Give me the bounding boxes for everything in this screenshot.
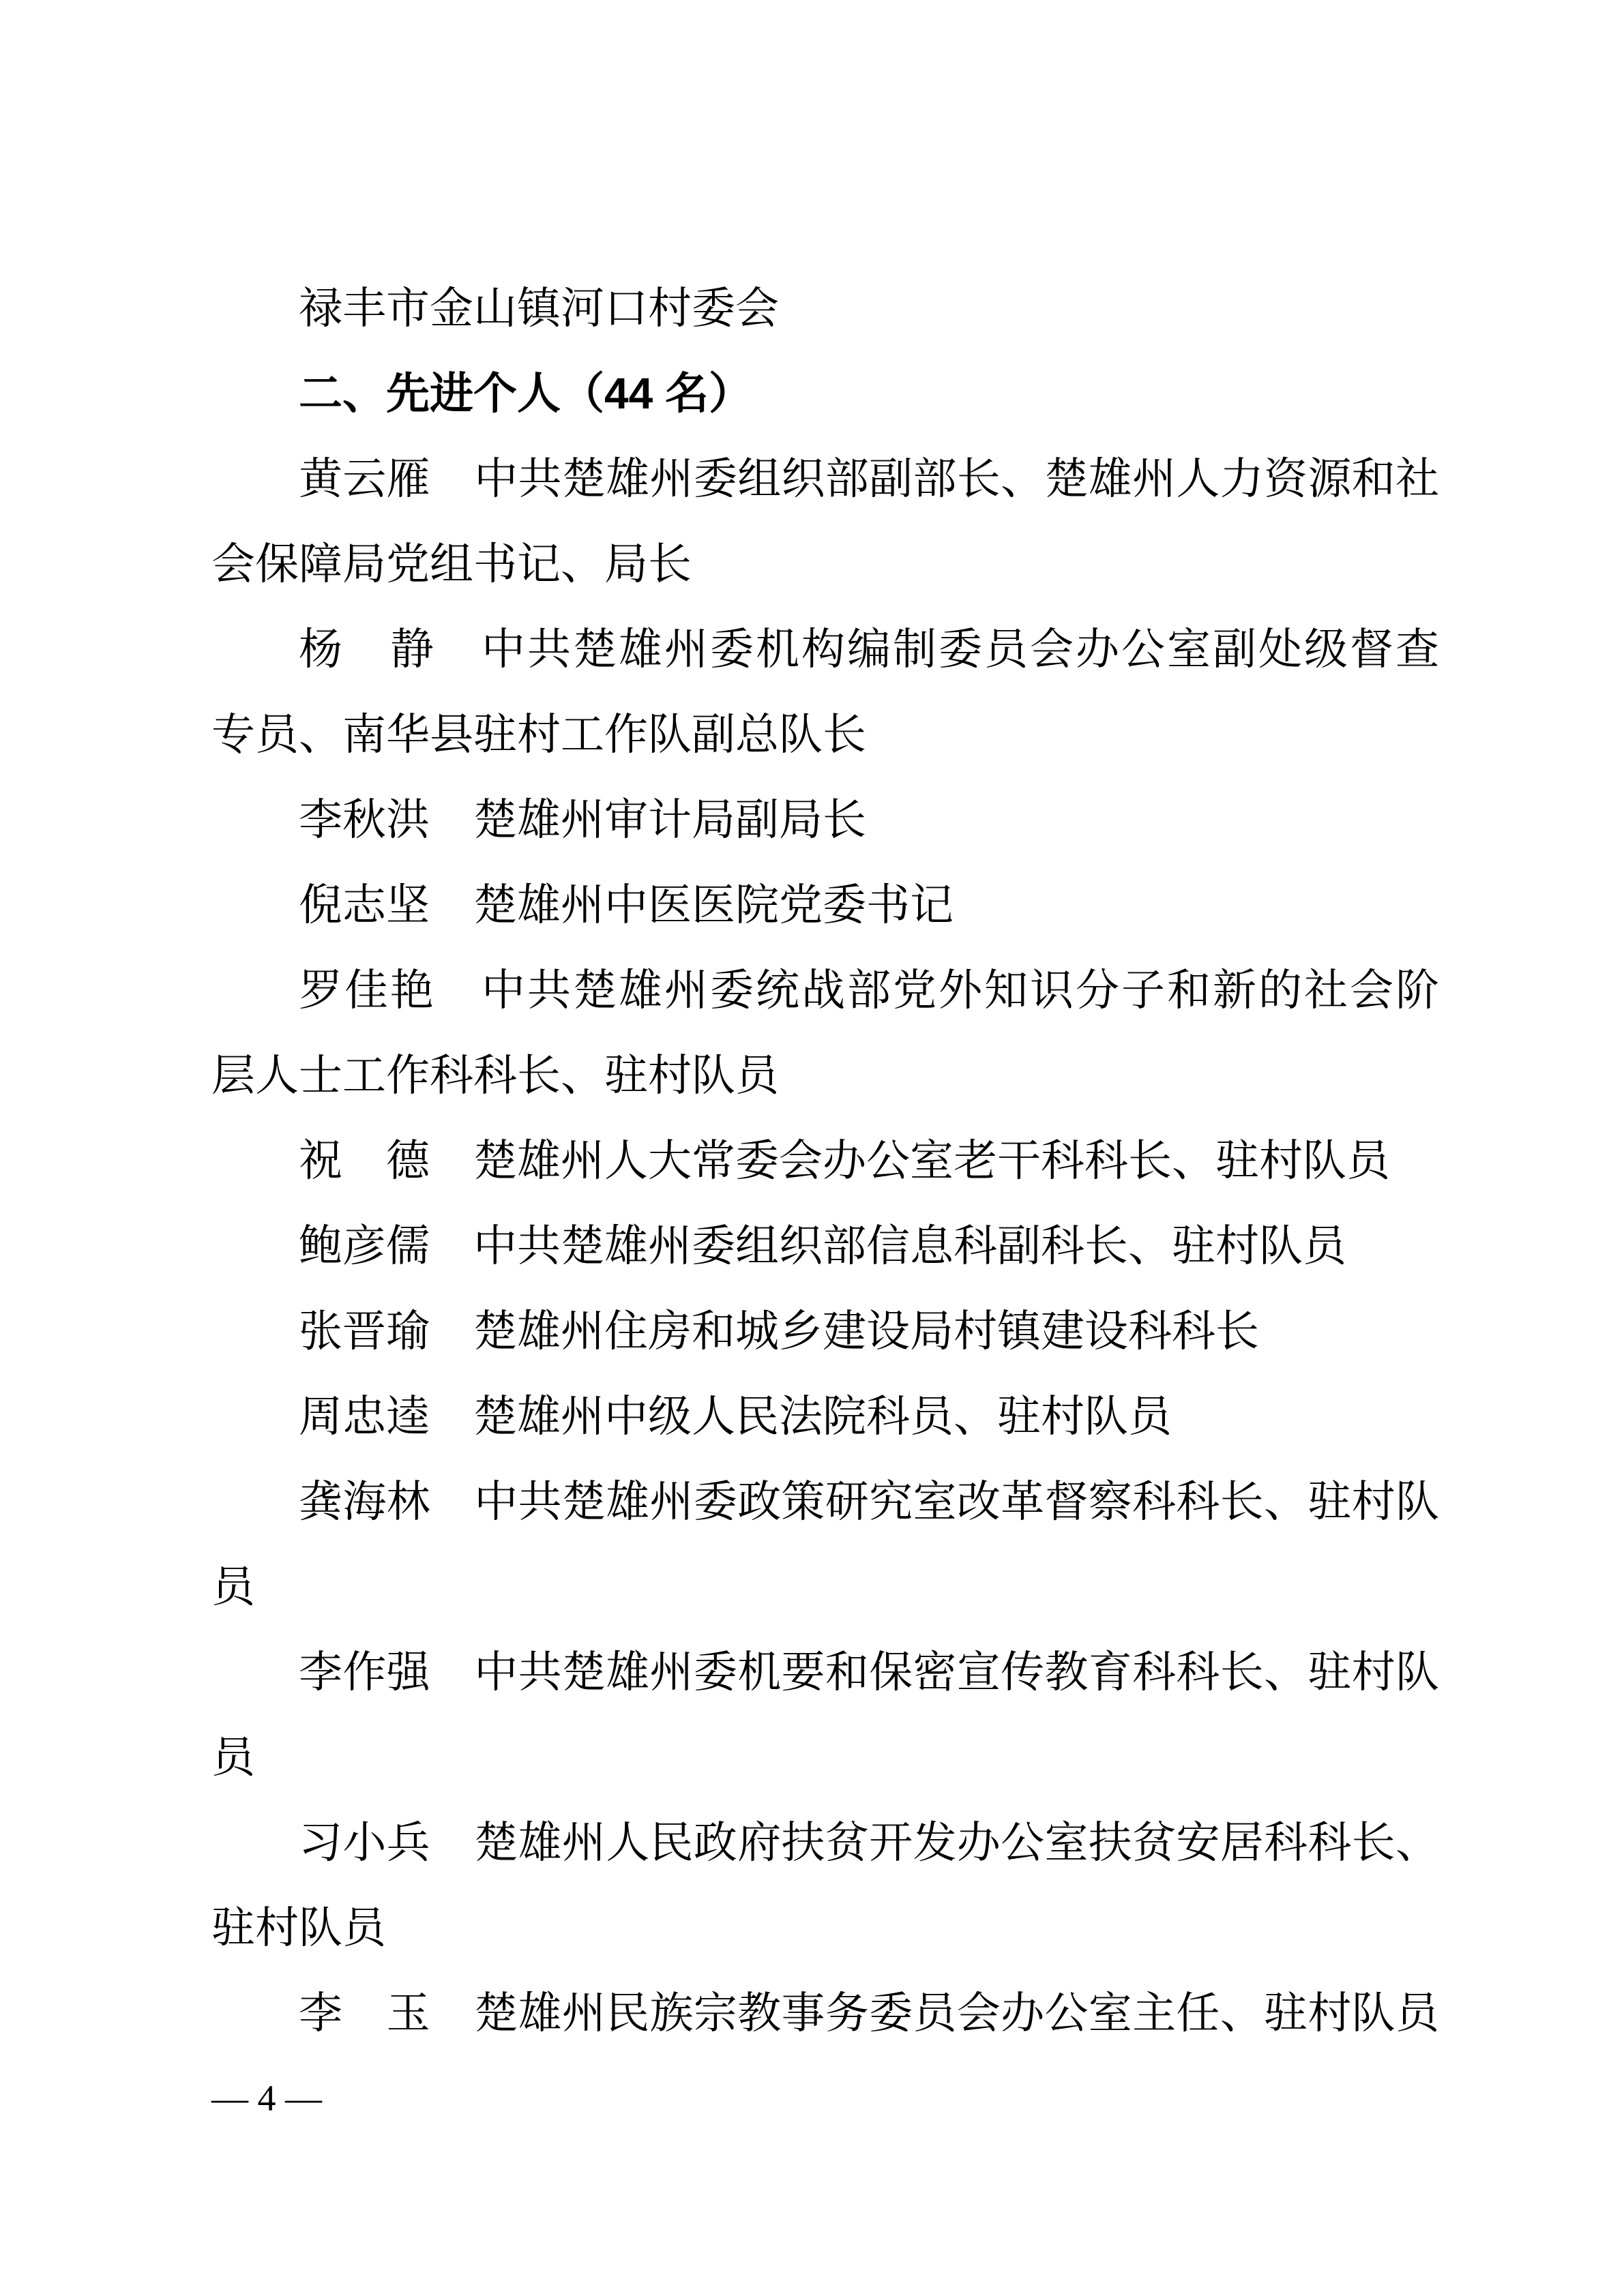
body-line: 会保障局党组书记、局长 [211,540,692,588]
body-line: 习小兵 楚雄州人民政府扶贫开发办公室扶贫安居科科长、 [299,1819,1439,1867]
body-line: 鲍彦儒 中共楚雄州委组织部信息科副科长、驻村队员 [299,1222,1346,1270]
document-body [211,266,1439,2056]
body-line: 层人士工作科科长、驻村队员 [211,1052,779,1100]
body-line: 周忠逵 楚雄州中级人民法院科员、驻村队员 [299,1392,1172,1441]
body-line: 张晋瑜 楚雄州住房和城乡建设局村镇建设科科长 [299,1307,1259,1356]
body-line: 驻村队员 [211,1904,386,1952]
body-line: 李作强 中共楚雄州委机要和保密宣传教育科科长、驻村队 [299,1648,1439,1697]
body-line: 员 [211,1563,255,1611]
body-line: 员 [211,1733,255,1782]
continuation-line: 禄丰市金山镇河口村委会 [299,284,779,333]
body-line: 杨 静 中共楚雄州委机构编制委员会办公室副处级督查 [299,625,1439,674]
body-line: 龚海林 中共楚雄州委政策研究室改革督察科科长、驻村队 [299,1478,1439,1526]
body-line: 倪志坚 楚雄州中医医院党委书记 [299,881,954,929]
body-line: 祝 德 楚雄州人大常委会办公室老干科科长、驻村队员 [299,1137,1390,1185]
body-line: 罗佳艳 中共楚雄州委统战部党外知识分子和新的社会阶 [299,966,1439,1015]
page-number: — 4 — [211,2078,322,2119]
section-heading: 二、先进个人（44 名） [299,369,752,418]
body-line: 专员、南华县驻村工作队副总队长 [211,711,866,759]
body-line: 黄云雁 中共楚雄州委组织部副部长、楚雄州人力资源和社 [299,455,1439,503]
body-line: 李秋洪 楚雄州审计局副局长 [299,796,866,844]
body-line: 李 玉 楚雄州民族宗教事务委员会办公室主任、驻村队员 [299,1989,1439,2038]
